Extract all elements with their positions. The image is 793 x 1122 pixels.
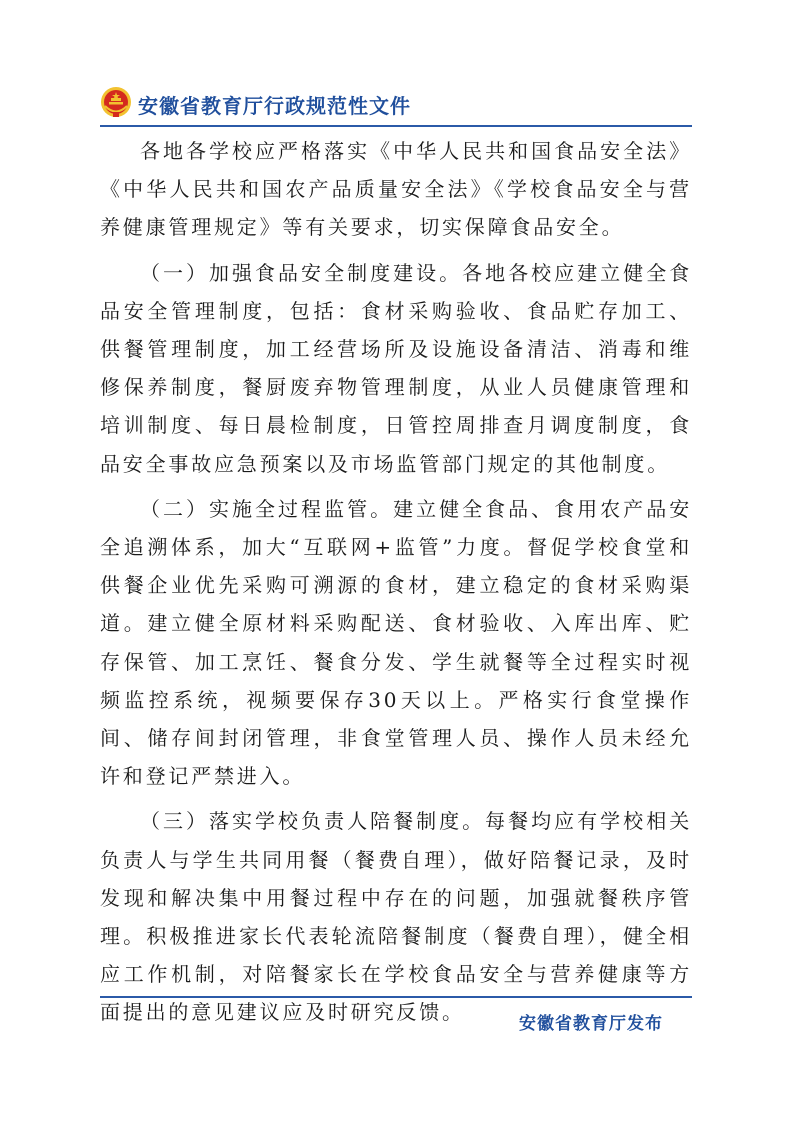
national-emblem-icon xyxy=(100,86,132,118)
body-paragraph: （二）实施全过程监管。建立健全食品、食用农产品安全追溯体系，加大“互联网+监管”力度。督促学校食堂和供餐企业优先采购可溯源的食材，建立稳定的食材采购渠道。建立健全原材料采购配送、食材验收、入库出库、贮存保管、加工烹饪、餐食分发、学生就餐等全过程实时视频监控系统，视频要保存30天以上。严格实行食堂操作间、储存间封闭管理，非食堂管理人员、操作人员未经允许和登记严禁进入。 xyxy=(100,496,692,789)
body-paragraph: 各地各学校应严格落实《中华人民共和国食品安全法》《中华人民共和国农产品质量安全法》《学校食品安全与营养健康管理规定》等有关要求，切实保障食品安全。 xyxy=(100,139,692,240)
body-paragraph: （三）落实学校负责人陪餐制度。每餐均应有学校相关负责人与学生共同用餐（餐费自理），做好陪餐记录，及时发现和解决集中用餐过程中存在的问题，加强就餐秩序管理。积极推进家长代表轮流陪餐制度（餐费自理），健全相应工作机制，对陪餐家长在学校食品安全与营养健康等方面提出的意见建议应及时研究反馈。 xyxy=(100,809,692,1025)
document-body xyxy=(100,132,692,1032)
header-title: 安徽省教育厅行政规范性文件 xyxy=(138,94,411,118)
footer-divider xyxy=(100,996,692,998)
document-header xyxy=(100,86,700,122)
body-paragraph: （一）加强食品安全制度建设。各地各校应建立健全食品安全管理制度，包括：食材采购验收、食品贮存加工、供餐管理制度，加工经营场所及设施设备清洁、消毒和维修保养制度，餐厨废弃物管理制度，从业人员健康管理和培训制度、每日晨检制度，日管控周排查月调度制度，食品安全事故应急预案以及市场监管部门规定的其他制度。 xyxy=(100,260,692,476)
header-divider xyxy=(100,125,692,127)
publisher-label: 安徽省教育厅发布 xyxy=(519,1014,663,1034)
